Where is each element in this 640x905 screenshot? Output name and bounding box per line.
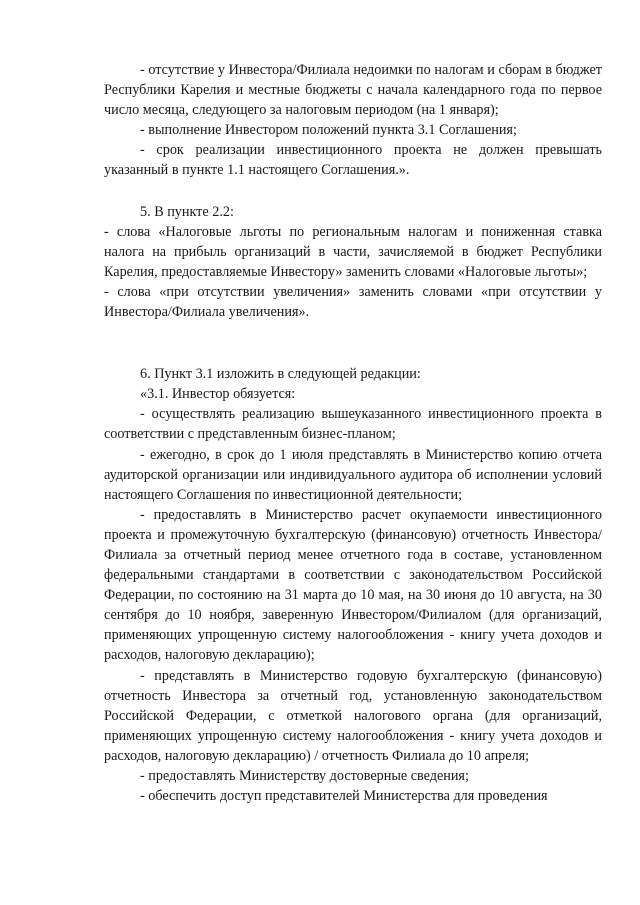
paragraph-item-5-heading: 5. В пункте 2.2: bbox=[140, 203, 234, 220]
document-body bbox=[104, 60, 602, 806]
paragraph-access-ministry: - обеспечить доступ представителей Министерства для проведения bbox=[140, 788, 548, 805]
paragraph-item-6-heading: 6. Пункт 3.1 изложить в следующей редакции: bbox=[140, 366, 421, 383]
paragraph-no-arrears: - отсутствие у Инвестора/Филиала недоимки по налогам и сборам в бюджет Республики Карелия и местные бюджеты с начала календарного года по первое число месяца, следующего за налоговым периодом (на 1 января); bbox=[104, 62, 602, 119]
paragraph-audit-report: - ежегодно, в срок до 1 июля представлять в Министерство копию отчета аудиторской организации или индивидуального аудитора об исполнении условий настоящего Соглашения по инвестиционной деятельности; bbox=[104, 446, 602, 503]
paragraph-investor-obliges: «3.1. Инвестор обязуется: bbox=[140, 386, 296, 403]
paragraph-no-increase-wording: - слова «при отсутствии увеличения» заменить словами «при отсутствии у Инвестора/Филиала увеличения». bbox=[104, 283, 602, 321]
paragraph-clause-3-1-compliance: - выполнение Инвестором положений пункта 3.1 Соглашения; bbox=[140, 122, 517, 139]
paragraph-tax-benefits-wording: - слова «Налоговые льготы по региональным налогам и пониженная ставка налога на прибыль организаций в части, зачисляемой в бюджет Республики Карелия, предоставляемые Инвестору» заменить словами «Налоговые льготы»; bbox=[104, 223, 602, 280]
paragraph-implement-project: - осуществлять реализацию вышеуказанного инвестиционного проекта в соответствии с представленным бизнес-планом; bbox=[104, 406, 602, 443]
paragraph-interim-reporting: - предоставлять в Министерство расчет окупаемости инвестиционного проекта и промежуточную бухгалтерскую (финансовую) отчетность Инвестора/Филиала за отчетный период менее отчетного года в составе, установленном федеральными стандартами в соответствии с законодательством Российской Федерации, по состоянию на 31 марта до 10 мая, на 30 июня до 10 августа, на 30 сентября до 10 ноября, заверенную Инвестором/Филиалом (для организаций, применяющих упрощенную систему налогообложения - книгу учета доходов и расходов, налоговую декларацию); bbox=[104, 506, 602, 664]
paragraph-reliable-info: - предоставлять Министерству достоверные сведения; bbox=[140, 768, 469, 784]
paragraph-annual-reporting: - представлять в Министерство годовую бухгалтерскую (финансовую) отчетность Инвестора за отчетный год, установленную законодательством Российской Федерации, с отметкой налогового органа (для организаций, применяющих упрощенную систему налогообложения - книгу учета доходов и расходов, налоговую декларацию) / отчетность Филиала до 10 апреля; bbox=[104, 667, 602, 764]
paragraph-project-term: - срок реализации инвестиционного проекта не должен превышать указанный в пункте 1.1 настоящего Соглашения.». bbox=[104, 142, 602, 179]
